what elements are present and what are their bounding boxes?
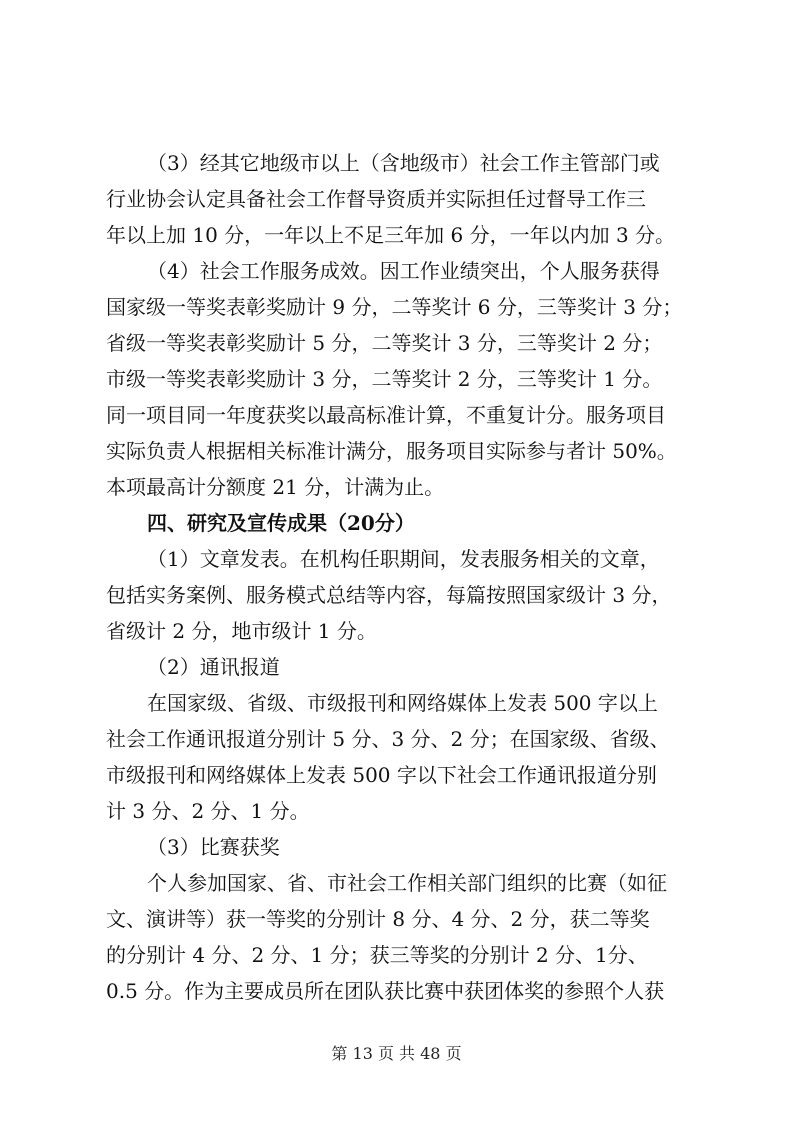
- paragraph-line: （3）经其它地级市以上（含地级市）社会工作主管部门或: [147, 151, 660, 175]
- subsection-title: （2）通讯报道: [147, 655, 280, 679]
- paragraph-line: 包括实务案例、服务模式总结等内容，每篇按照国家级计 3 分，: [106, 583, 672, 607]
- paragraph-line: 国家级一等奖表彰奖励计 9 分，二等奖计 6 分，三等奖计 3 分；: [106, 295, 683, 319]
- paragraph-line: 实际负责人根据相关标准计满分，服务项目实际参与者计 50%。: [106, 439, 677, 463]
- paragraph-line: （1）文章发表。在机构任职期间，发表服务相关的文章，: [147, 547, 660, 571]
- page-number-footer: 第 13 页 共 48 页: [331, 1044, 462, 1063]
- paragraph-line: 行业协会认定具备社会工作督导资质并实际担任过督导工作三: [106, 187, 646, 211]
- paragraph-line: 0.5 分。作为主要成员所在团队获比赛中获团体奖的参照个人获: [106, 979, 665, 1003]
- paragraph-line: 文、演讲等）获一等奖的分别计 8 分、4 分、2 分，获二等奖: [106, 907, 650, 931]
- paragraph-line: 同一项目同一年度获奖以最高标准计算，不重复计分。服务项目: [106, 403, 666, 427]
- subsection-title: （3）比赛获奖: [147, 835, 280, 859]
- paragraph-line: 个人参加国家、省、市社会工作相关部门组织的比赛（如征: [147, 871, 667, 895]
- paragraph-line: 社会工作通讯报道分别计 5 分、3 分、2 分；在国家级、省级、: [106, 727, 670, 751]
- paragraph-line: 的分别计 4 分、2 分、1 分；获三等奖的分别计 2 分、1分、: [106, 943, 648, 967]
- section-heading: 四、研究及宣传成果（20分）: [147, 511, 415, 535]
- paragraph-line: 本项最高计分额度 21 分，计满为止。: [106, 475, 445, 499]
- paragraph-line: 在国家级、省级、市级报刊和网络媒体上发表 500 字以上: [147, 691, 658, 715]
- paragraph-line: （4）社会工作服务成效。因工作业绩突出，个人服务获得: [147, 259, 660, 283]
- paragraph-line: 省级计 2 分，地市级计 1 分。: [106, 619, 377, 643]
- paragraph-line: 计 3 分、2 分、1 分。: [106, 799, 310, 823]
- paragraph-line: 年以上加 10 分，一年以上不足三年加 6 分，一年以内加 3 分。: [106, 223, 676, 247]
- paragraph-line: 市级一等奖表彰奖励计 3 分，二等奖计 2 分，三等奖计 1 分。: [106, 367, 663, 391]
- paragraph-line: 市级报刊和网络媒体上发表 500 字以下社会工作通讯报道分别: [106, 763, 657, 787]
- paragraph-line: 省级一等奖表彰奖励计 5 分，二等奖计 3 分，三等奖计 2 分；: [106, 331, 663, 355]
